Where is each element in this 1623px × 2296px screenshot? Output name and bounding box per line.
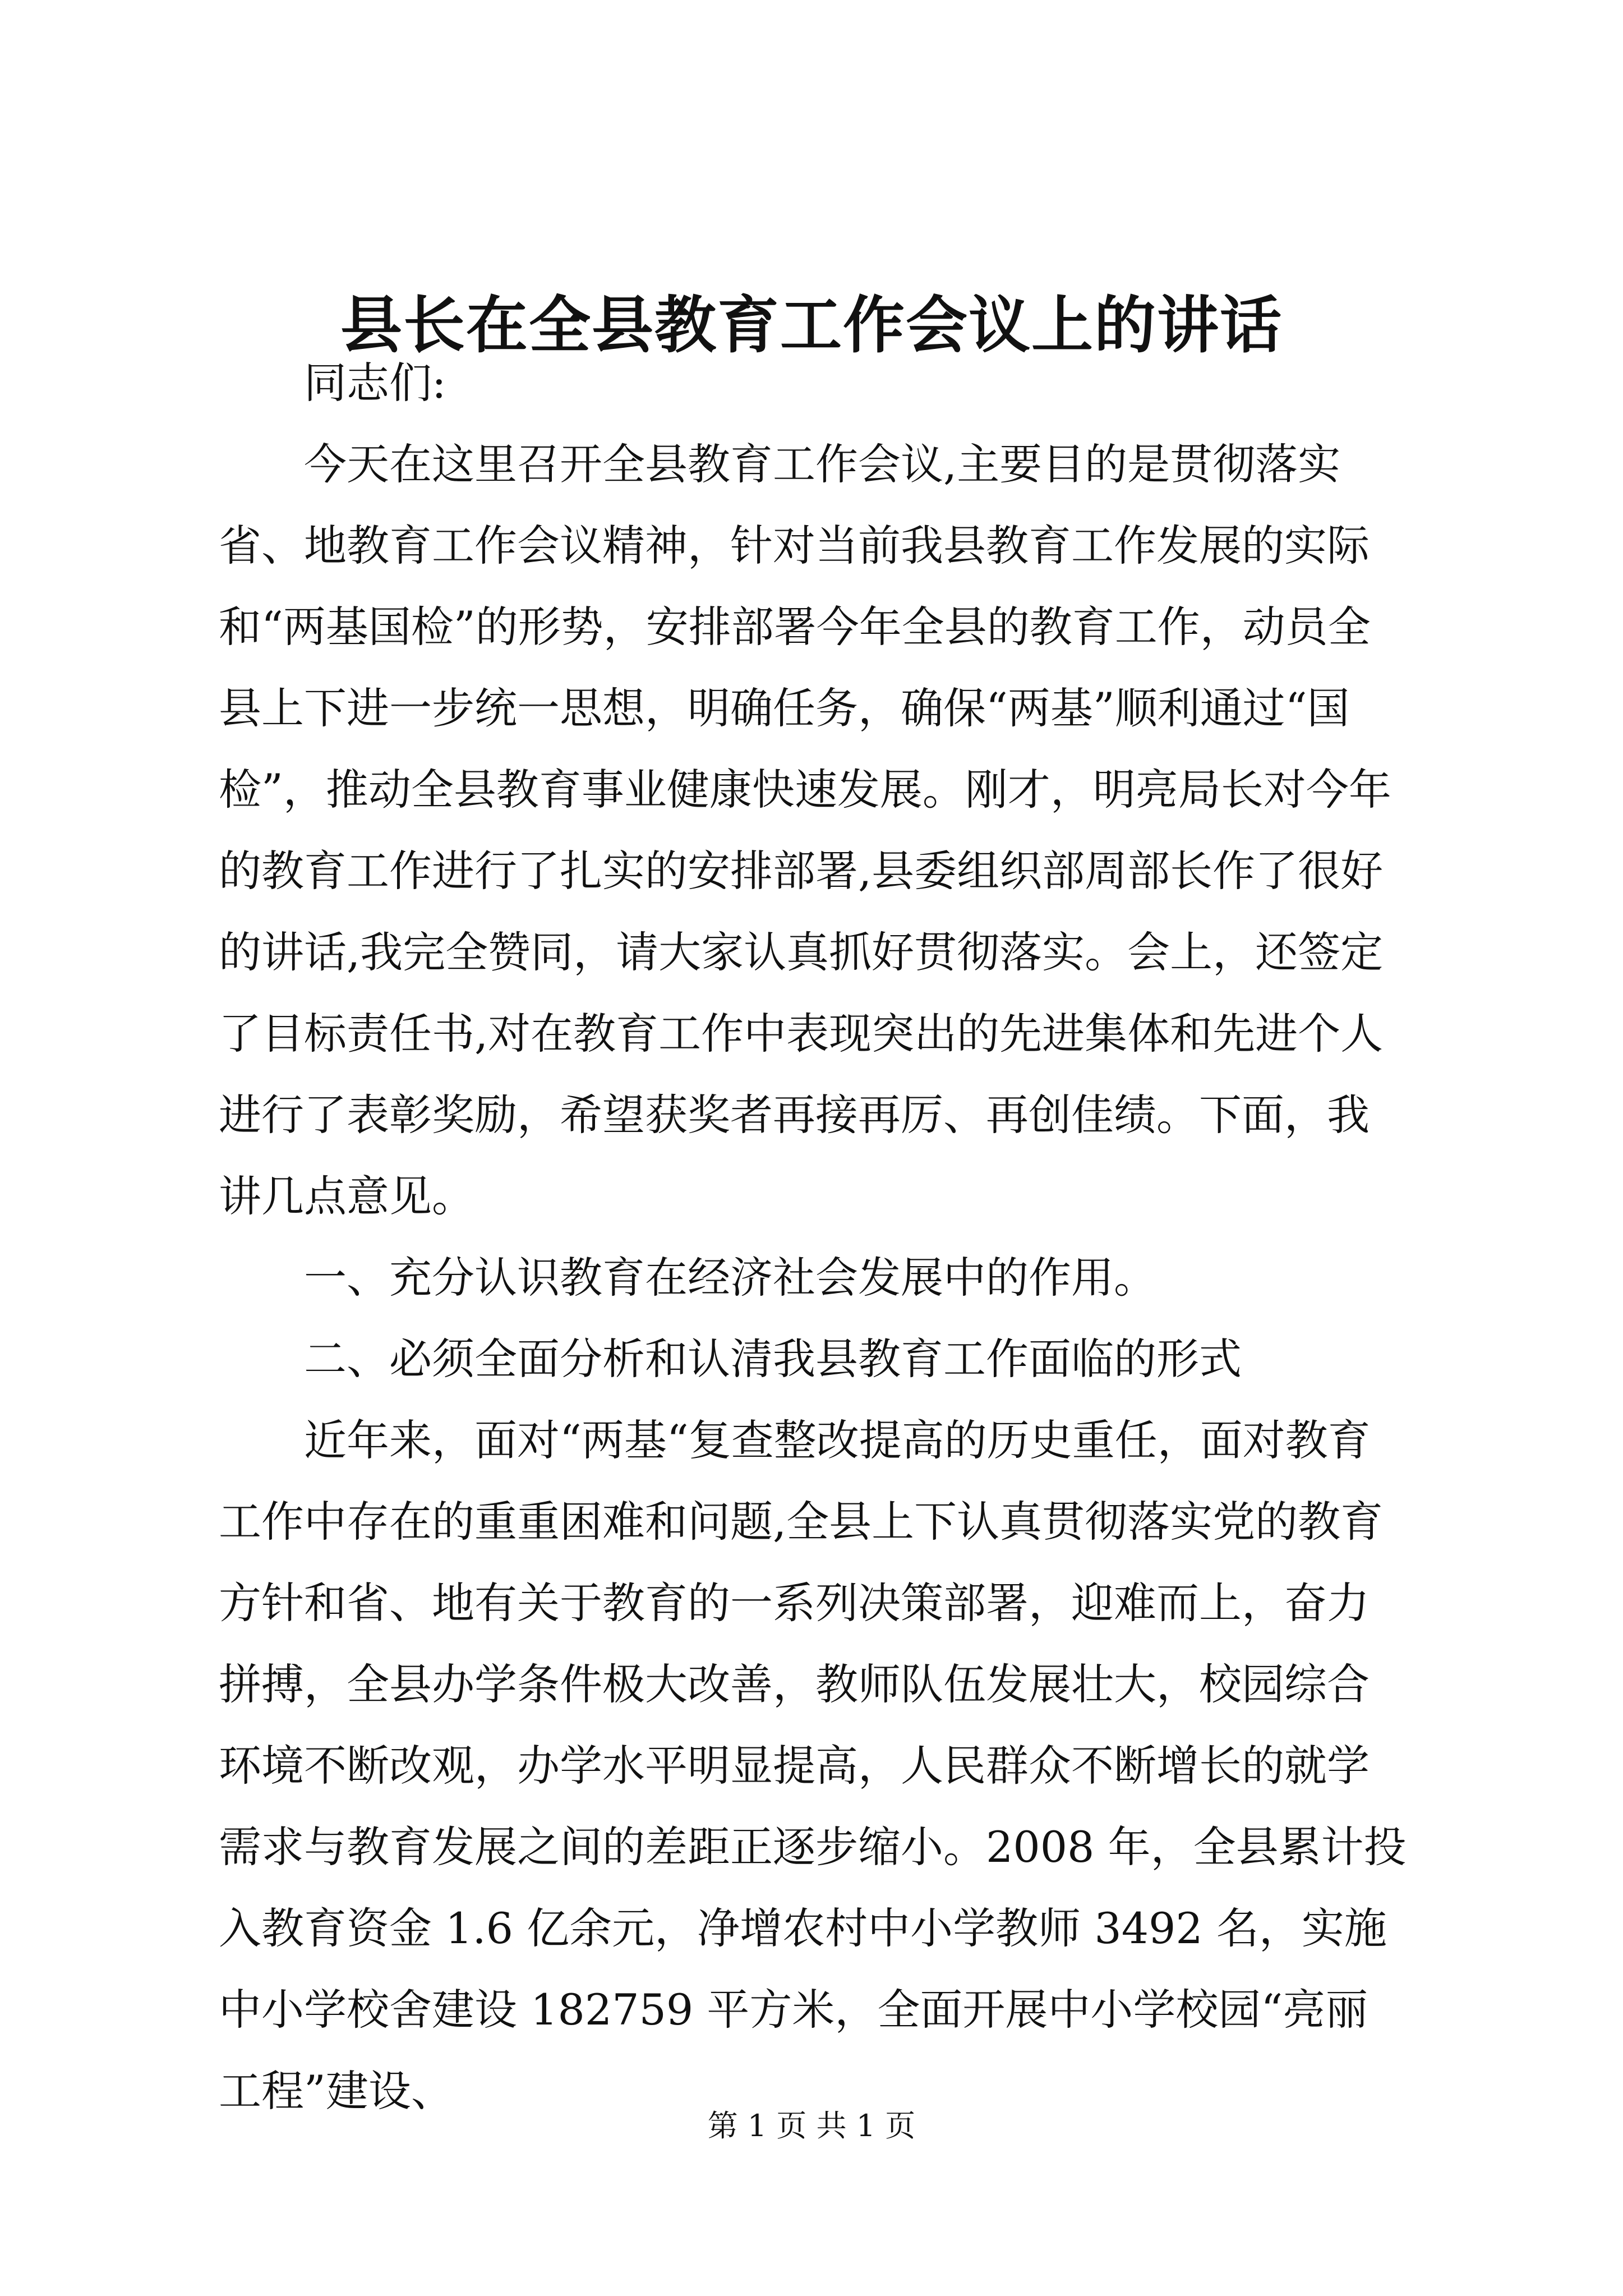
paragraph-recent-years: 近年来，面对“两基“复查整改提高的历史重任，面对教育工作中存在的重重困难和问题,全县上下认真贯彻落实党的教育方针和省、地有关于教育的一系列决策部署，迎难而上，奋力拼搏，全县办学条件极大改善，教师队伍发展壮大，校园综合环境不断改观，办学水平明显提高，人民群众不断增长的就学需求与教育发展之间的差距正逐步缩小。2008 年，全县累计投入教育资金 1.6 亿余元，净增农村中小学教师 3492 名，实施中小学校舍建设 182759 平方米，全面开展中小学校园“亮丽工程”建设、 (219, 1415, 1407, 2116)
section-heading-two: 二、必须全面分析和认清我县教育工作面临的形式 (304, 1334, 1242, 1384)
paragraph-intro: 今天在这里召开全县教育工作会议,主要目的是贯彻落实省、地教育工作会议精神，针对当前我县教育工作发展的实际和“两基国检”的形势，安排部署今年全县的教育工作，动员全县上下进一步统一思想，明确任务，确保“两基”顺利通过“国检”，推动全县教育事业健康快速发展。刚才，明亮局长对今年的教育工作进行了扎实的安排部署,县委组织部周部长作了很好的讲话,我完全赞同，请大家认真抓好贯彻落实。会上，还签定了目标责任书,对在教育工作中表现突出的先进集体和先进个人进行了表彰奖励，希望获奖者再接再厉、再创佳绩。下面，我讲几点意见。 (219, 439, 1391, 1221)
salutation: 同志们: (304, 358, 446, 408)
page-footer: 第 1 页 共 1 页 (707, 2108, 916, 2143)
document-title: 县长在全县教育工作会议上的讲话 (340, 289, 1283, 361)
section-heading-one: 一、充分认识教育在经济社会发展中的作用。 (304, 1253, 1156, 1303)
document-body (219, 342, 1408, 2132)
